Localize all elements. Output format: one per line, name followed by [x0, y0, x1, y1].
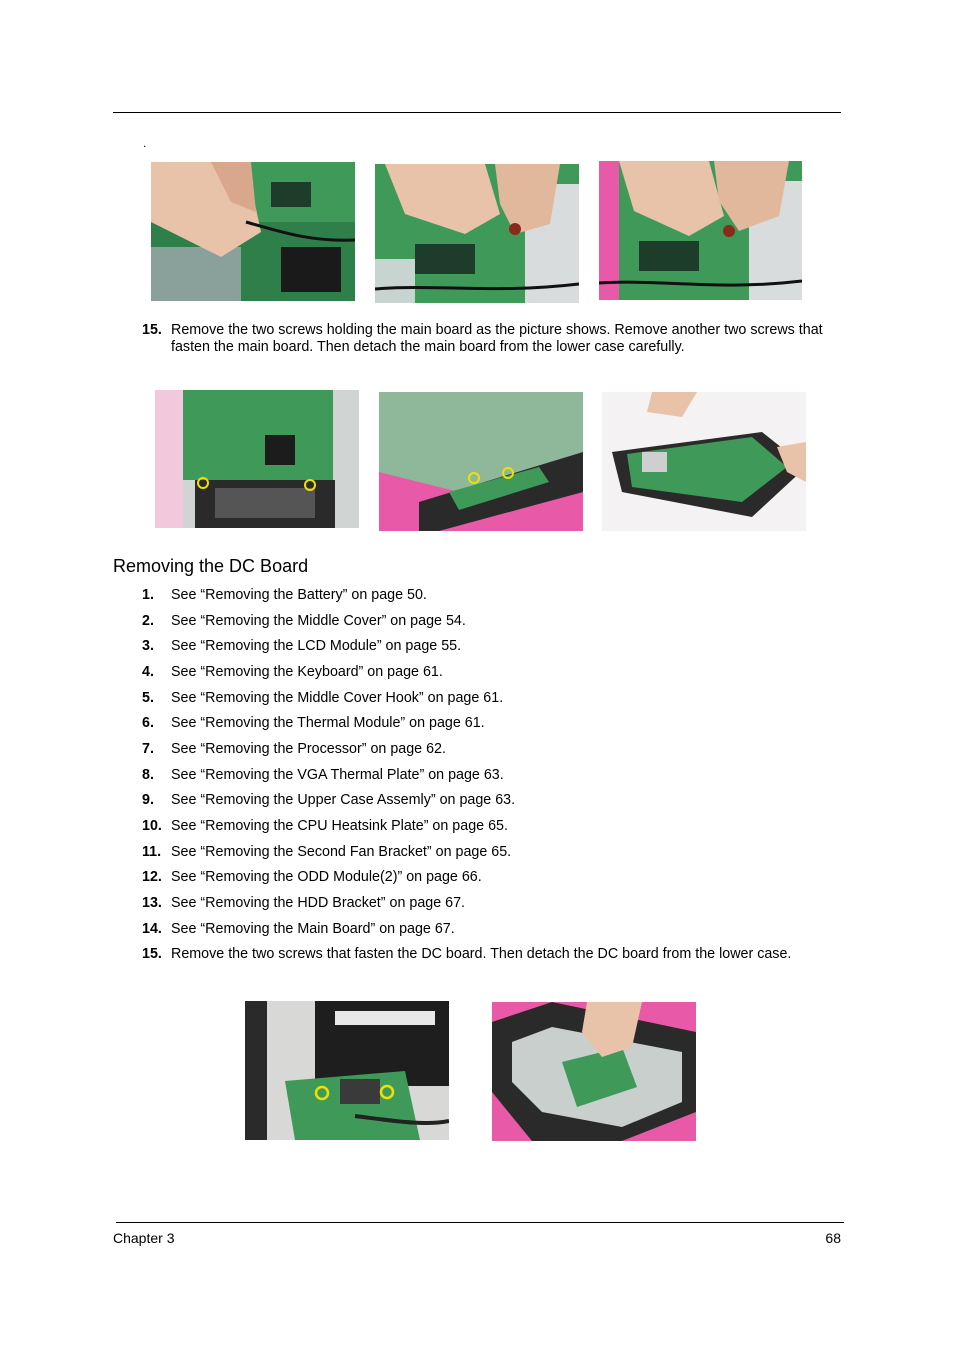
list-item	[142, 792, 842, 809]
list-item	[142, 587, 842, 604]
list-item	[142, 741, 842, 758]
step-number: 7.	[142, 741, 154, 757]
footer-page-number: 68	[825, 1230, 841, 1246]
step-text: See “Removing the Upper Case Assemly” on page 63.	[171, 792, 516, 808]
step-text: See “Removing the HDD Bracket” on page 67.	[171, 895, 466, 911]
step-number: 15.	[142, 946, 162, 962]
photo-main-board-lift	[602, 392, 806, 531]
step-number: 4.	[142, 664, 154, 680]
list-item	[142, 921, 842, 938]
step-number: 15.	[142, 322, 162, 338]
stray-dot: .	[143, 136, 147, 150]
step-number: 10.	[142, 818, 162, 834]
photo-main-board-screws-1	[155, 390, 359, 528]
photo-cable-removal-2	[375, 164, 579, 303]
list-item	[142, 844, 842, 861]
step-text: See “Removing the CPU Heatsink Plate” on page 65.	[171, 818, 508, 834]
step-text: See “Removing the Second Fan Bracket” on page 65.	[171, 844, 512, 860]
step-number: 13.	[142, 895, 162, 911]
list-item	[142, 869, 842, 886]
step-text: See “Removing the Processor” on page 62.	[171, 741, 446, 757]
header-rule	[113, 112, 841, 113]
step-text: Remove the two screws that fasten the DC board. Then detach the DC board from the lower case.	[171, 946, 792, 962]
step-number: 5.	[142, 690, 154, 706]
section-heading: Removing the DC Board	[113, 556, 309, 576]
step-text: See “Removing the Middle Cover Hook” on page 61.	[171, 690, 504, 706]
list-item	[142, 690, 842, 707]
photo-main-board-screws-2	[379, 392, 583, 531]
step-text: See “Removing the Keyboard” on page 61.	[171, 664, 443, 680]
list-item	[142, 715, 842, 732]
photo-cable-removal-3	[599, 161, 802, 300]
step-number: 14.	[142, 921, 162, 937]
step-number: 2.	[142, 613, 154, 629]
step-number: 6.	[142, 715, 154, 731]
step-number: 3.	[142, 638, 154, 654]
step-text: Remove the two screws holding the main board as the picture shows. Remove another two screws that fasten the main board. Then detach the main board from the lower case carefully.	[171, 322, 823, 355]
footer-chapter: Chapter 3	[113, 1230, 175, 1246]
footer-rule	[116, 1222, 844, 1223]
step-number: 12.	[142, 869, 162, 885]
step-text: See “Removing the Middle Cover” on page 54.	[171, 613, 466, 629]
step-text: See “Removing the VGA Thermal Plate” on page 63.	[171, 767, 504, 783]
step-number: 11.	[142, 844, 162, 860]
photo-dc-board-screws	[245, 1001, 449, 1140]
photo-cable-removal-1	[151, 162, 355, 301]
list-item	[142, 664, 842, 681]
step-text: See “Removing the ODD Module(2)” on page 66.	[171, 869, 482, 885]
list-item	[142, 946, 842, 963]
step-text: See “Removing the Thermal Module” on page 61.	[171, 715, 485, 731]
step-number: 8.	[142, 767, 154, 783]
list-item	[142, 818, 842, 835]
step-15-main-board	[142, 322, 842, 356]
list-item	[142, 767, 842, 784]
list-item	[142, 613, 842, 630]
step-text: See “Removing the Main Board” on page 67.	[171, 921, 455, 937]
list-item	[142, 895, 842, 912]
step-number: 9.	[142, 792, 154, 808]
step-number: 1.	[142, 587, 154, 603]
step-text: See “Removing the Battery” on page 50.	[171, 587, 427, 603]
photo-dc-board-detach	[492, 1002, 696, 1141]
list-item	[142, 638, 842, 655]
step-text: See “Removing the LCD Module” on page 55.	[171, 638, 462, 654]
